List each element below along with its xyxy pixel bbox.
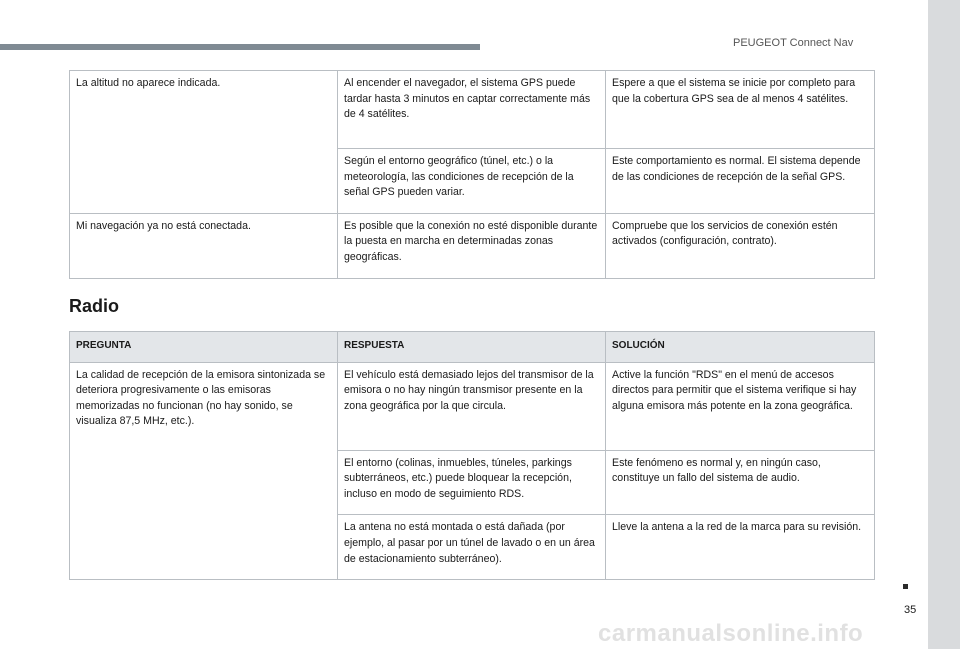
- gps-troubleshooting-table: [69, 70, 875, 279]
- column-header-answer: RESPUESTA: [338, 332, 606, 363]
- table-row: [70, 362, 875, 450]
- answer-cell: Según el entorno geográfico (túnel, etc.) o la meteorología, las condiciones de recepción de la señal GPS pueden variar.: [338, 149, 606, 214]
- solution-cell: Este fenómeno es normal y, en ningún caso, constituye un fallo del sistema de audio.: [606, 450, 875, 515]
- answer-cell: Al encender el navegador, el sistema GPS puede tardar hasta 3 minutos en captar correctamente más de 4 satélites.: [338, 71, 606, 149]
- page-marker-icon: [903, 584, 908, 589]
- answer-cell: El entorno (colinas, inmuebles, túneles, parkings subterráneos, etc.) puede bloquear la recepción, incluso en modo de seguimiento RDS.: [338, 450, 606, 515]
- answer-cell: El vehículo está demasiado lejos del transmisor de la emisora o no hay ningún transmisor presente en la zona geográfica por la que circula.: [338, 362, 606, 450]
- header-rule: [0, 44, 480, 50]
- column-header-question: PREGUNTA: [70, 332, 338, 363]
- table-row: [70, 71, 875, 149]
- solution-cell: Lleve la antena a la red de la marca para su revisión.: [606, 515, 875, 580]
- radio-troubleshooting-table: [69, 331, 875, 580]
- solution-cell: Este comportamiento es normal. El sistema depende de las condiciones de recepción de la señal GPS.: [606, 149, 875, 214]
- page-number: 35: [904, 604, 917, 616]
- question-cell: Mi navegación ya no está conectada.: [70, 213, 338, 278]
- side-margin-strip: [928, 0, 960, 649]
- watermark: carmanualsonline.info: [598, 620, 864, 647]
- question-cell: La altitud no aparece indicada.: [70, 71, 338, 214]
- column-header-solution: SOLUCIÓN: [606, 332, 875, 363]
- answer-cell: La antena no está montada o está dañada (por ejemplo, al pasar por un túnel de lavado o en un área de estacionamiento subterráneo).: [338, 515, 606, 580]
- section-title: Radio: [69, 296, 120, 316]
- solution-cell: Compruebe que los servicios de conexión estén activados (configuración, contrato).: [606, 213, 875, 278]
- solution-cell: Active la función "RDS" en el menú de accesos directos para permitir que el sistema verifique si hay alguna emisora más potente en la zona geográfica.: [606, 362, 875, 450]
- solution-cell: Espere a que el sistema se inicie por completo para que la cobertura GPS sea de al menos 4 satélites.: [606, 71, 875, 149]
- table-row: [70, 213, 875, 278]
- question-cell: La calidad de recepción de la emisora sintonizada se deteriora progresivamente o las emisoras memorizadas no funcionan (no hay sonido, se visualiza 87,5 MHz, etc.).: [70, 362, 338, 580]
- page-header-title: PEUGEOT Connect Nav: [733, 37, 854, 49]
- answer-cell: Es posible que la conexión no esté disponible durante la puesta en marcha en determinadas zonas geográficas.: [338, 213, 606, 278]
- table-header-row: [70, 332, 875, 363]
